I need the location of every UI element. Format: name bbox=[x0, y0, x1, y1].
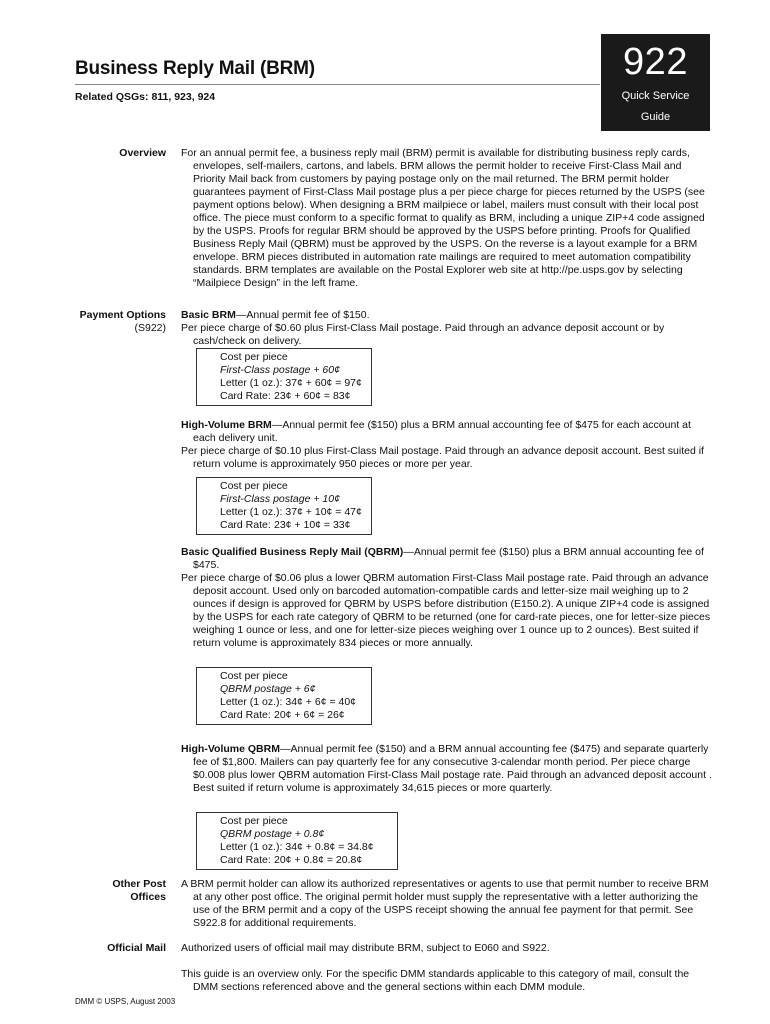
option-fee: —Annual permit fee ($150) and a BRM annual accounting fee ($475) and separate quarterly fee of $1,800. Mailers can pay quarterly fee for any consecutive 3-calendar month period. Per piece charge $0.008 plus lower QBRM automation First-Class Mail postage rate. Paid through an advanced deposit account . Best suited if return volume is approximately 34,615 pieces or more quarterly. bbox=[193, 743, 712, 794]
guide-number: 922 bbox=[623, 41, 688, 83]
cost-box-basic-qbrm bbox=[196, 667, 372, 725]
option-fee: —Annual permit fee ($150) plus a BRM annual accounting fee of $475. bbox=[193, 546, 704, 571]
letter-value: 34¢ + 0.8¢ = 34.8¢ bbox=[285, 841, 374, 853]
cost-box-formula: QBRM postage + 0.8¢ bbox=[220, 828, 325, 840]
cost-box-high-volume-qbrm bbox=[196, 812, 398, 870]
related-qsgs: Related QSGs: 811, 923, 924 bbox=[75, 91, 216, 103]
option-fee: —Annual permit fee of $150. bbox=[235, 309, 370, 321]
option-name: Basic BRM bbox=[181, 309, 236, 321]
option-name: Basic Qualified Business Reply Mail (QBRM) bbox=[181, 546, 404, 558]
option-high-volume-brm bbox=[181, 419, 716, 471]
letter-value: 37¢ + 10¢ = 47¢ bbox=[285, 506, 362, 518]
letter-label: Letter (1 oz.): bbox=[220, 506, 283, 518]
cost-box-head: Cost per piece bbox=[220, 351, 288, 363]
other-post-offices-text bbox=[181, 878, 716, 930]
letter-label: Letter (1 oz.): bbox=[220, 696, 283, 708]
option-name: High-Volume BRM bbox=[181, 419, 272, 431]
closing-note bbox=[181, 968, 716, 994]
official-mail-text bbox=[181, 942, 716, 955]
card-label: Card Rate: bbox=[220, 709, 271, 721]
page-title: Business Reply Mail (BRM) bbox=[75, 58, 315, 79]
guide-label-line1: Quick Service bbox=[621, 90, 690, 102]
card-label: Card Rate: bbox=[220, 519, 271, 531]
overview-paragraph: For an annual permit fee, a business reply mail (BRM) permit is available for distributing business reply cards, envelopes, self-mailers, cartons, and labels. BRM allows the permit holder to receive First-Class Mail and Priority Mail back from customers by paying postage only on the mail returned. The BRM permit holder guarantees payment of First-Class Mail postage plus a per piece charge for pieces returned by the USPS (see payment options below). When designing a BRM mailpiece or label, mailers must consult with their local post office. The piece must conform to a specific format to qualify as BRM, including a unique ZIP+4 code assigned by the USPS. Proofs for regular BRM should be approved by the USPS before printing. Proofs for Qualified Business Reply Mail (QBRM) must be approved by the USPS. On the reverse is a layout example for a BRM envelope. BRM pieces distributed in automation rate mailings are required to meet automation compatibility standards. BRM templates are available on the Postal Explorer web site at http://pe.usps.gov by selecting “Mailpiece Design” in the left frame. bbox=[181, 147, 705, 289]
option-high-volume-qbrm bbox=[181, 743, 716, 795]
letter-label: Letter (1 oz.): bbox=[220, 377, 283, 389]
letter-value: 34¢ + 6¢ = 40¢ bbox=[285, 696, 357, 708]
option-name: High-Volume QBRM bbox=[181, 743, 280, 755]
cost-box-head: Cost per piece bbox=[220, 815, 288, 827]
card-label: Card Rate: bbox=[220, 390, 271, 402]
option-detail: Per piece charge of $0.60 plus First-Class Mail postage. Paid through an advance deposit account or by cash/check on delivery. bbox=[181, 322, 665, 347]
cost-box-formula: First-Class postage + 10¢ bbox=[220, 493, 340, 505]
official-mail-label: Official Mail bbox=[107, 942, 166, 954]
cost-box-head: Cost per piece bbox=[220, 670, 288, 682]
official-mail-paragraph: Authorized users of official mail may distribute BRM, subject to E060 and S922. bbox=[181, 942, 550, 954]
card-label: Card Rate: bbox=[220, 854, 271, 866]
option-detail: Per piece charge of $0.06 plus a lower QBRM automation First-Class Mail postage rate. Paid through an advance deposit account. Used only on barcoded automation-compatible cards and letter-size mail weighing up to 2 ounces if design is approved for QBRM by USPS before distribution (E150.2). A unique ZIP+4 code is assigned by the USPS for each rate category of QBRM to be returned (one for card-rate pieces, one for letter-size pieces weighing 1 ounce or less, and one for letter-size pieces weighing over 1 ounce up to 2 ounces). Best suited if return volume is approximately 834 pieces or more annually. bbox=[181, 572, 711, 649]
payment-options-label bbox=[60, 309, 166, 335]
letter-value: 37¢ + 60¢ = 97¢ bbox=[285, 377, 362, 389]
overview-label: Overview bbox=[119, 147, 166, 159]
title-rule bbox=[75, 84, 600, 85]
option-basic-qbrm bbox=[181, 546, 716, 650]
other-post-offices-label bbox=[60, 878, 166, 904]
cost-box-basic-brm bbox=[196, 348, 372, 406]
closing-paragraph: This guide is an overview only. For the specific DMM standards applicable to this category of mail, consult the DMM sections referenced above and the general sections within each DMM module. bbox=[181, 968, 690, 993]
cost-box-head: Cost per piece bbox=[220, 480, 288, 492]
option-detail: Per piece charge of $0.10 plus First-Class Mail postage. Paid through an advance deposit account. Best suited if return volume is approximately 950 pieces or more per year. bbox=[181, 445, 704, 470]
option-fee: —Annual permit fee ($150) plus a BRM annual accounting fee of $475 for each account at each delivery unit. bbox=[193, 419, 691, 444]
cost-box-formula: First-Class postage + 60¢ bbox=[220, 364, 340, 376]
other-post-label-line2: Offices bbox=[130, 891, 166, 903]
cost-box-high-volume-brm bbox=[196, 477, 372, 535]
option-basic-brm bbox=[181, 309, 716, 348]
guide-badge bbox=[601, 34, 710, 131]
letter-label: Letter (1 oz.): bbox=[220, 841, 283, 853]
card-value: 23¢ + 10¢ = 33¢ bbox=[274, 519, 351, 531]
payment-options-title: Payment Options bbox=[79, 309, 166, 321]
other-post-label-line1: Other Post bbox=[112, 878, 166, 890]
other-post-paragraph: A BRM permit holder can allow its authorized representatives or agents to use that permit number to receive BRM at any other post office. The original permit holder must supply the representative with a letter authorizing the use of the BRM permit and a copy of the USPS receipt showing the annual fee payment for that permit. See S922.8 for additional requirements. bbox=[181, 878, 709, 929]
card-value: 20¢ + 0.8¢ = 20.8¢ bbox=[274, 854, 363, 866]
payment-options-ref: (S922) bbox=[134, 322, 166, 334]
guide-label-line2: Guide bbox=[640, 111, 671, 123]
cost-box-formula: QBRM postage + 6¢ bbox=[220, 683, 316, 695]
card-value: 20¢ + 6¢ = 26¢ bbox=[274, 709, 345, 721]
card-value: 23¢ + 60¢ = 83¢ bbox=[274, 390, 351, 402]
overview-text bbox=[181, 147, 716, 290]
page-footer: DMM © USPS, August 2003 bbox=[75, 997, 176, 1006]
